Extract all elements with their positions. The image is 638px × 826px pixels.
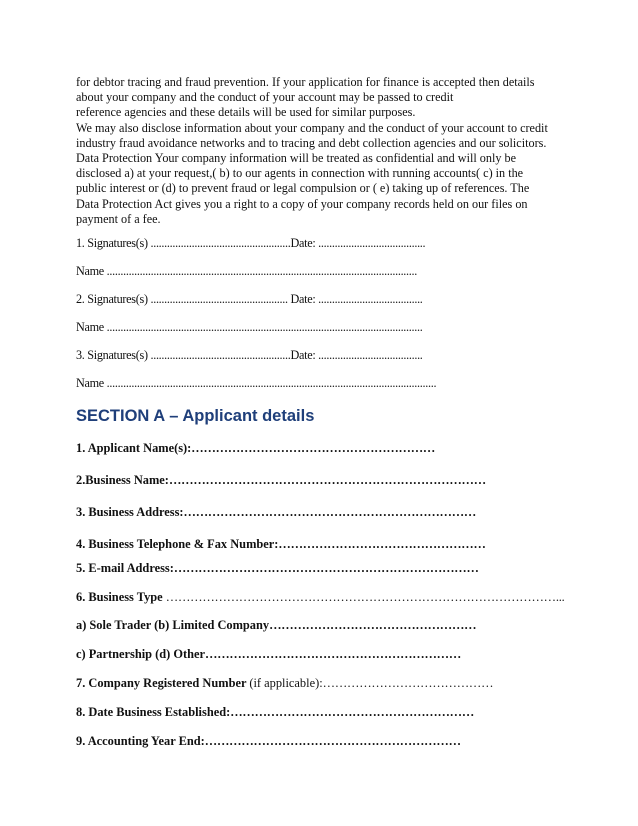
paragraph-line: Data Protection Your company information will be treated as confidential and will only be (76, 151, 516, 166)
paragraph-line: for debtor tracing and fraud prevention. If your application for finance is accepted then details (76, 75, 535, 89)
paragraph-line: reference agencies and these details will be used for similar purposes. (76, 105, 416, 120)
field-business-address[interactable]: 3. Business Address:……………………………………………………………… (76, 505, 477, 519)
signature-line-2[interactable]: 2. Signatures(s) .................................................. Date: ...................................... (76, 292, 423, 306)
paragraph-line: public interest or (d) to prevent fraud or legal compulsion or ( e) taking up of references. The (76, 181, 530, 196)
field-business-type-options-1[interactable]: a) Sole Trader (b) Limited Company…………………………………………… (76, 618, 477, 632)
section-title: SECTION A – Applicant details (76, 407, 315, 425)
paragraph-line: We may also disclose information about your company and the conduct of your account to credit (76, 120, 548, 135)
field-business-type[interactable]: 6. Business Type ……………………………………………………………………………………... (76, 590, 565, 604)
paragraph-line: Data Protection Act gives you a right to a copy of your company records held on our files on (76, 196, 528, 211)
field-telephone-fax[interactable]: 4. Business Telephone & Fax Number:…………………………………………… (76, 537, 486, 551)
field-business-name[interactable]: 2.Business Name:…………………………………………………………………… (76, 473, 486, 487)
field-date-established[interactable]: 8. Date Business Established:…………………………………………………… (76, 705, 475, 719)
name-line-2[interactable]: Name ................................................................................................................... (76, 320, 423, 334)
paragraph-line: industry fraud avoidance networks and to tracing and debt collection agencies and our solicitors. (76, 135, 547, 150)
name-line-1[interactable]: Name ................................................................................................................. (76, 264, 418, 278)
paragraph-line: payment of a fee. (76, 211, 161, 226)
field-applicant-name[interactable]: 1. Applicant Name(s):…………………………………………………… (76, 441, 436, 455)
field-email[interactable]: 5. E-mail Address:………………………………………………………………… (76, 561, 479, 575)
paragraph-line: disclosed a) at your request,( b) to our agents in connection with running accounts( c) in the (76, 166, 524, 181)
data-protection-paragraph (76, 75, 556, 227)
field-company-registered-number[interactable]: 7. Company Registered Number (if applicable):…………………………………… (76, 676, 494, 690)
signature-line-3[interactable]: 3. Signatures(s) ...................................................Date: ...................................... (76, 348, 423, 362)
signature-line-1[interactable]: 1. Signatures(s) ...................................................Date: ....................................... (76, 236, 426, 250)
paragraph-line: about your company and the conduct of your account may be passed to credit (76, 90, 454, 105)
field-accounting-year-end[interactable]: 9. Accounting Year End:……………………………………………………… (76, 734, 461, 748)
field-business-type-options-2[interactable]: c) Partnership (d) Other……………………………………………………… (76, 647, 462, 661)
name-line-3[interactable]: Name ........................................................................................................................ (76, 376, 437, 390)
